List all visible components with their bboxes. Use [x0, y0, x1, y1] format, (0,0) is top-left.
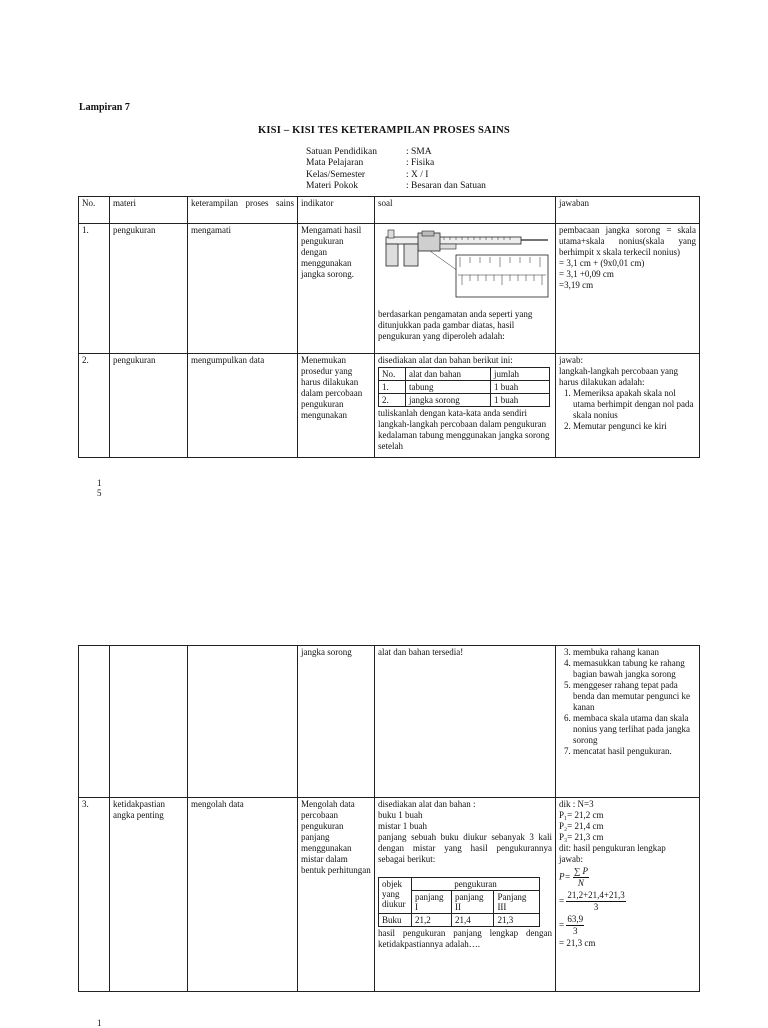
fraction [566, 890, 625, 913]
page-number-bottom [97, 1018, 102, 1028]
row-indikator: jangka sorong [298, 646, 375, 798]
page-number-digit: 1 [97, 1018, 102, 1028]
row-materi [110, 646, 188, 798]
header-no: No. [79, 197, 110, 224]
header-indikator: indikator [298, 197, 375, 224]
table-row [79, 646, 700, 798]
row-keterampilan: mengolah data [188, 798, 298, 992]
inner-header: panjang I [412, 891, 452, 914]
equals-sign: = [559, 895, 565, 906]
jawaban-line: langkah-langkah percobaan yang harus dilakukan adalah: [559, 366, 678, 387]
row-soal [375, 798, 556, 992]
inner-cell: 1. [379, 381, 406, 394]
equals-sign: = [559, 919, 565, 930]
row-materi: pengukuran [110, 354, 188, 458]
jawaban-line: jawab: [559, 355, 583, 365]
row-jawaban [556, 646, 700, 798]
row-indikator: Mengolah data percobaan pengukuran panjang menggunakan mistar dalam bentuk perhitungan [298, 798, 375, 992]
jawaban-line: = 3,1 cm + (9x0,01 cm) [559, 258, 645, 268]
meta-row [306, 147, 486, 158]
inner-row [379, 394, 550, 407]
row-soal [375, 224, 556, 354]
meta-value: : X / I [406, 169, 429, 180]
row-jawaban [556, 798, 700, 992]
soal-text: panjang sebuah buku diukur sebanyak 3 kali dengan mistar yang hasil pengukurannya sebagai berikut: [378, 832, 552, 864]
row-keterampilan: mengamati [188, 224, 298, 354]
alat-bahan-table [378, 367, 550, 407]
list-item: 6. membaca skala utama dan skala nonius yang terlihat pada jangka sorong [573, 713, 696, 746]
fraction-numerator: 21,2+21,4+21,3 [567, 890, 625, 900]
page-title: KISI – KISI TES KETERAMPILAN PROSES SAINS [258, 125, 510, 136]
soal-line: buku 1 buah [378, 810, 423, 820]
inner-header: objek yang diukur [379, 878, 412, 914]
fraction-numerator: ∑ P [573, 866, 588, 876]
meta-label: Kelas/Semester [306, 169, 366, 180]
soal-line: mistar 1 buah [378, 821, 427, 831]
row-no: 1. [79, 224, 110, 354]
fraction-denominator: 3 [572, 926, 578, 936]
page-number [97, 478, 102, 498]
header-soal: soal [375, 197, 556, 224]
jawaban-line: P₂= 21,4 cm [559, 821, 604, 831]
inner-header: No. [379, 368, 406, 381]
fraction-denominator: N [577, 878, 584, 888]
meta-row [306, 181, 486, 192]
meta-value: : Fisika [406, 158, 435, 169]
inner-header: alat dan bahan [406, 368, 491, 381]
jawaban-result: = 21,3 cm [559, 938, 596, 948]
row-keterampilan [188, 646, 298, 798]
list-item: 2. Memutar pengunci ke kiri [573, 421, 696, 432]
jawaban-line: pembacaan jangka sorong = skala utama+skala nonius(skala yang berhimpit x skala terkecil nonius) [559, 225, 696, 257]
pengukuran-table [378, 877, 540, 927]
page-number-digit: 5 [97, 488, 102, 498]
row-jawaban [556, 224, 700, 354]
header-keterampilan: keterampilan proses sains [188, 197, 298, 224]
row-indikator [298, 354, 375, 458]
soal-intro: disediakan alat dan bahan berikut ini: [378, 355, 513, 365]
meta-label: Satuan Pendidikan [306, 147, 377, 157]
row-keterampilan: mengumpulkan data [188, 354, 298, 458]
formula-step [559, 890, 696, 913]
formula-step [559, 914, 696, 937]
row-no [79, 646, 110, 798]
inner-cell: 1 buah [491, 394, 550, 407]
fraction [573, 866, 589, 889]
list-item: 3. membuka rahang kanan [573, 647, 696, 658]
fraction [566, 914, 584, 937]
list-item: 4. memasukkan tabung ke rahang bagian bawah jangka sorong [573, 658, 696, 680]
lampiran-label: Lampiran 7 [79, 102, 130, 113]
meta-label: Materi Pokok [306, 181, 358, 192]
soal-text: tuliskanlah dengan kata-kata anda sendiri langkah-langkah percobaan dalam pengukuran kedalaman tabung menggunakan jangka sorong setelah [378, 408, 550, 451]
meta-block [306, 147, 486, 193]
meta-row [306, 170, 486, 181]
jawaban-steps [559, 647, 696, 757]
table-row [79, 224, 700, 354]
header-materi: materi [110, 197, 188, 224]
soal-wrapper [378, 355, 552, 455]
formula-lhs: P= [559, 871, 571, 882]
meta-value: : Besaran dan Satuan [406, 181, 486, 192]
jawaban-line: jawab: [559, 854, 583, 864]
jawaban-line: P₃= 21,3 cm [559, 832, 604, 842]
inner-header-row [379, 368, 550, 381]
row-no: 3. [79, 798, 110, 992]
fraction-denominator: 3 [593, 902, 599, 912]
page-number-digit: 1 [97, 478, 102, 488]
meta-row [306, 158, 486, 169]
row-no: 2. [79, 354, 110, 458]
soal-line: disediakan alat dan bahan : [378, 799, 476, 809]
row-materi: pengukuran [110, 224, 188, 354]
jawaban-line: dit: hasil pengukuran lengkap [559, 843, 666, 853]
inner-cell: 21,3 [494, 914, 540, 927]
jawaban-line: =3,19 cm [559, 280, 594, 290]
fraction-numerator: 63,9 [567, 914, 584, 924]
row-materi: ketidakpastian angka penting [110, 798, 188, 992]
inner-cell: tabung [406, 381, 491, 394]
inner-header: panjang II [451, 891, 493, 914]
jawaban-steps [559, 388, 696, 432]
inner-row [379, 381, 550, 394]
inner-cell: jangka sorong [406, 394, 491, 407]
inner-header: Panjang III [494, 891, 540, 914]
jawaban-line: = 3,1 +0,09 cm [559, 269, 614, 279]
inner-cell: 21,4 [451, 914, 493, 927]
jawaban-line: P₁= 21,2 cm [559, 810, 604, 820]
inner-row [379, 914, 540, 927]
kisi-table-page1 [78, 196, 700, 458]
table-header-row [79, 197, 700, 224]
row-indikator: Mengamati hasil pengukuran dengan menggunakan jangka sorong. [298, 224, 375, 354]
row-jawaban [556, 354, 700, 458]
inner-header: jumlah [491, 368, 550, 381]
list-item: 5. menggeser rahang tepat pada benda dan memutar pengunci ke kanan [573, 680, 696, 713]
inner-cell: 2. [379, 394, 406, 407]
inner-header: pengukuran [412, 878, 540, 891]
list-item: 7. mencatat hasil pengukuran. [573, 746, 696, 757]
inner-cell: 21,2 [412, 914, 452, 927]
inner-cell: 1 buah [491, 381, 550, 394]
row-soal [375, 354, 556, 458]
inner-header-row [379, 878, 540, 891]
soal-text: berdasarkan pengamatan anda seperti yang ditunjukkan pada gambar diatas, hasil pengukuran yang diperoleh adalah: [378, 309, 533, 341]
kisi-table-page2 [78, 645, 700, 992]
header-jawaban: jawaban [556, 197, 700, 224]
vernier-caliper-image [378, 227, 553, 305]
indikator-text: Menemukan prosedur yang harus dilakukan dalam percobaan pengukuran mengunakan [301, 355, 363, 420]
formula-mean [559, 866, 696, 889]
inner-cell: Buku [379, 914, 412, 927]
table-row [79, 354, 700, 458]
table-row [79, 798, 700, 992]
meta-label: Mata Pelajaran [306, 158, 364, 169]
soal-end: hasil pengukuran panjang lengkap dengan ketidakpastiannya adalah…. [378, 928, 552, 949]
jawaban-wrapper [559, 355, 696, 455]
jawaban-line: dik : N=3 [559, 799, 594, 809]
row-soal: alat dan bahan tersedia! [375, 646, 556, 798]
meta-value: : SMA [406, 147, 432, 157]
list-item: 1. Memeriksa apakah skala nol utama berhimpit dengan nol pada skala nonius [573, 388, 696, 421]
